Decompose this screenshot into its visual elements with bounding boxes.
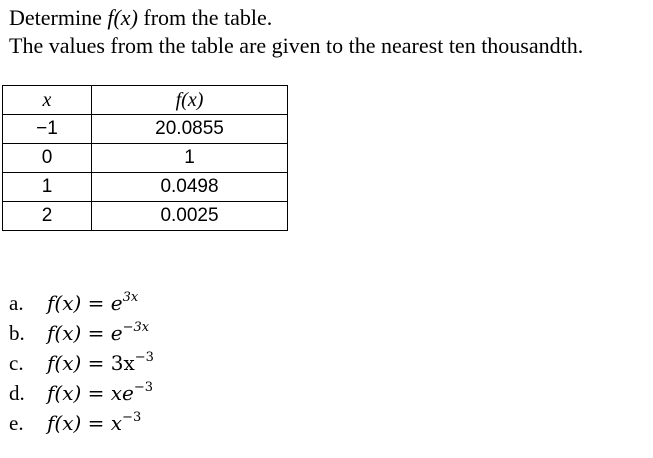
answer-choice-e[interactable] xyxy=(9,405,154,435)
choice-base: e xyxy=(110,321,123,345)
values-table xyxy=(2,85,288,231)
choice-lhs: f(x) = xyxy=(47,321,111,345)
table-header-fx: f(x) xyxy=(92,86,288,115)
table-cell-x: −1 xyxy=(3,115,92,144)
table-cell-x: 2 xyxy=(3,202,92,231)
answer-choice-b[interactable] xyxy=(9,315,154,345)
choice-letter: a. xyxy=(9,291,24,315)
choice-base: x xyxy=(110,411,123,435)
choice-exponent: −3 xyxy=(122,410,142,425)
choice-letter: d. xyxy=(9,381,25,405)
table-cell-fx: 20.0855 xyxy=(92,115,288,144)
choice-expression xyxy=(47,351,154,375)
table-header-row xyxy=(3,86,288,115)
table-cell-fx: 1 xyxy=(92,144,288,173)
choice-expression xyxy=(47,381,153,405)
choice-base: e xyxy=(110,291,123,315)
question-line-1 xyxy=(9,4,583,32)
choice-letter: c. xyxy=(9,351,24,375)
choice-expression xyxy=(47,321,149,345)
question-function-label: f(x) xyxy=(107,5,138,30)
table-header-x: x xyxy=(3,86,92,115)
answer-choices xyxy=(9,285,154,435)
choice-exponent: −3 xyxy=(134,350,154,365)
choice-letter: e. xyxy=(9,411,24,435)
answer-choice-d[interactable] xyxy=(9,375,154,405)
table-cell-x: 0 xyxy=(3,144,92,173)
table-row xyxy=(3,115,288,144)
choice-lhs: f(x) = xyxy=(47,351,111,375)
table-row xyxy=(3,144,288,173)
choice-expression xyxy=(47,291,138,315)
table-row xyxy=(3,202,288,231)
choice-expression xyxy=(47,411,141,435)
answer-choice-c[interactable] xyxy=(9,345,154,375)
question-line-2: The values from the table are given to the nearest ten thousandth. xyxy=(9,33,584,58)
choice-base: xe xyxy=(110,381,134,405)
choice-letter: b. xyxy=(9,321,25,345)
choice-exponent: 3x xyxy=(122,290,139,305)
question-line-1-prefix: Determine xyxy=(9,5,108,30)
table-row xyxy=(3,173,288,202)
choice-base: 3x xyxy=(110,351,135,375)
question-line-1-suffix: from the table. xyxy=(137,5,273,30)
question-prompt xyxy=(9,4,583,60)
answer-choice-a[interactable] xyxy=(9,285,154,315)
choice-lhs: f(x) = xyxy=(47,381,111,405)
choice-lhs: f(x) = xyxy=(47,291,111,315)
choice-exponent: −3 xyxy=(133,380,154,395)
choice-lhs: f(x) = xyxy=(47,411,111,435)
table-cell-fx: 0.0498 xyxy=(92,173,288,202)
choice-exponent: −3x xyxy=(122,320,150,335)
table-cell-fx: 0.0025 xyxy=(92,202,288,231)
table-cell-x: 1 xyxy=(3,173,92,202)
